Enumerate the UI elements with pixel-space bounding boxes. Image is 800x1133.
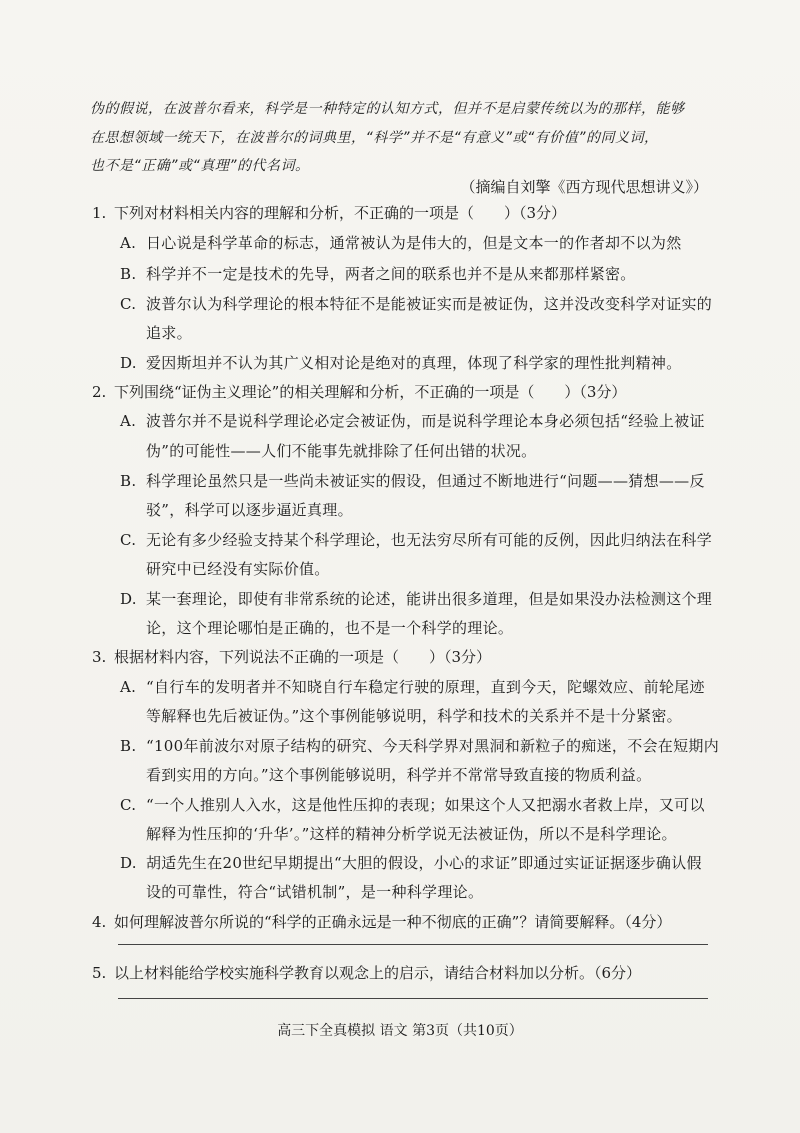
option-text: 胡适先生在20世纪早期提出“大胆的假设，小心的求证”即通过实证证据逐步确认假 — [146, 854, 702, 872]
option-letter: B. — [120, 737, 137, 755]
question-number: 2. — [92, 383, 107, 401]
option-continuation: 伪”的可能性——人们不能事先就排除了任何出错的状况。 — [146, 442, 537, 460]
option-text: “100年前波尔对原子结构的研究、今天科学界对黑洞和新粒子的痴迷，不会在短期内 — [146, 737, 720, 755]
option-letter: B. — [120, 472, 137, 490]
option-letter: D. — [120, 354, 137, 372]
source-citation: （摘编自刘擎《西方现代思想讲义》） — [460, 178, 708, 196]
option-text: 波普尔认为科学理论的根本特征不是能被证实而是被证伪，这并没改变科学对证实的 — [146, 295, 713, 313]
question-number: 3. — [92, 648, 107, 666]
page-footer: 高三下全真模拟 语文 第3页（共10页） — [277, 1023, 523, 1039]
question-number: 4. — [92, 913, 107, 931]
option-letter: D. — [120, 854, 137, 872]
option-continuation: 追求。 — [146, 324, 192, 342]
option-letter: A. — [120, 412, 137, 430]
question-1-option-c — [120, 293, 712, 314]
question-5-stem — [92, 962, 641, 983]
option-text: “自行车的发明者并不知晓自行车稳定行驶的原理，直到今天，陀螺效应、前轮尾迹 — [146, 678, 705, 696]
answer-line[interactable] — [118, 944, 708, 945]
question-3-option-a — [120, 676, 705, 697]
question-3-option-c — [120, 794, 705, 815]
question-3-option-d — [120, 852, 702, 873]
option-letter: C. — [120, 295, 137, 313]
option-letter: B. — [120, 265, 137, 283]
intro-line: 也不是“正确”或“真理”的代名词。 — [90, 158, 310, 174]
question-2-option-b — [120, 470, 705, 491]
question-1-stem — [92, 202, 566, 223]
option-letter: A. — [120, 234, 137, 252]
option-continuation: 解释为性压抑的‘升华’。”这样的精神分析学说无法被证伪，所以不是科学理论。 — [146, 825, 677, 843]
answer-line[interactable] — [118, 998, 708, 999]
question-text: 如何理解波普尔所说的“科学的正确永远是一种不彻底的正确”？请简要解释。（4分） — [114, 913, 672, 931]
option-letter: D. — [120, 590, 137, 608]
option-text: 科学理论虽然只是一些尚未被证实的假设，但通过不断地进行“问题——猜想——反 — [146, 472, 705, 490]
option-continuation: 驳”，科学可以逐步逼近真理。 — [146, 501, 353, 519]
question-text: 下列对材料相关内容的理解和分析，不正确的一项是（ ）（3分） — [114, 204, 567, 222]
question-4-stem — [92, 911, 671, 932]
option-text: 日心说是科学革命的标志，通常被认为是伟大的，但是文本一的作者却不以为然 — [146, 234, 682, 252]
option-text: 科学并不一定是技术的先导，两者之间的联系也并不是从来都那样紧密。 — [146, 265, 636, 283]
option-continuation: 等解释也先后被证伪。”这个事例能够说明，科学和技术的关系并不是十分紧密。 — [146, 707, 682, 725]
question-number: 5. — [92, 964, 107, 982]
question-2-stem — [92, 381, 626, 402]
question-1-option-b — [120, 263, 636, 284]
option-text: 某一套理论，即使有非常系统的论述，能讲出很多道理，但是如果没办法检测这个理 — [146, 590, 713, 608]
option-continuation: 研究中已经没有实际价值。 — [146, 560, 330, 578]
question-3-stem — [92, 646, 491, 667]
question-2-option-c — [120, 529, 712, 550]
question-text: 根据材料内容，下列说法不正确的一项是（ ）（3分） — [114, 648, 492, 666]
option-letter: C. — [120, 531, 137, 549]
option-text: 无论有多少经验支持某个科学理论，也无法穷尽所有可能的反例，因此归纳法在科学 — [146, 531, 713, 549]
option-letter: C. — [120, 796, 137, 814]
question-2-option-d — [120, 588, 712, 609]
question-1-option-d — [120, 352, 682, 373]
intro-line: 在思想领域一统天下，在波普尔的词典里，“科学”并不是“有意义”或“有价值”的同义词， — [90, 130, 659, 146]
option-letter: A. — [120, 678, 137, 696]
intro-line: 伪的假说，在波普尔看来，科学是一种特定的认知方式，但并不是启蒙传统以为的那样，能够 — [90, 101, 685, 117]
question-2-option-a — [120, 410, 705, 431]
option-text: 波普尔并不是说科学理论必定会被证伪，而是说科学理论本身必须包括“经验上被证 — [146, 412, 705, 430]
question-text: 以上材料能给学校实施科学教育以观念上的启示，请结合材料加以分析。（6分） — [114, 964, 642, 982]
option-continuation: 论，这个理论哪怕是正确的，也不是一个科学的理论。 — [146, 619, 514, 637]
option-continuation: 设的可靠性，符合“试错机制”，是一种科学理论。 — [146, 883, 484, 901]
question-3-option-b — [120, 735, 719, 756]
option-continuation: 看到实用的方向。”这个事例能够说明，科学并不常常导致直接的物质利益。 — [146, 766, 652, 784]
option-text: “一个人推别人入水，这是他性压抑的表现；如果这个人又把溺水者救上岸，又可以 — [146, 796, 705, 814]
question-text: 下列围绕“证伪主义理论”的相关理解和分析，不正确的一项是（ ）（3分） — [114, 383, 627, 401]
question-1-option-a — [120, 232, 682, 253]
option-text: 爱因斯坦并不认为其广义相对论是绝对的真理，体现了科学家的理性批判精神。 — [146, 354, 682, 372]
question-number: 1. — [92, 204, 107, 222]
